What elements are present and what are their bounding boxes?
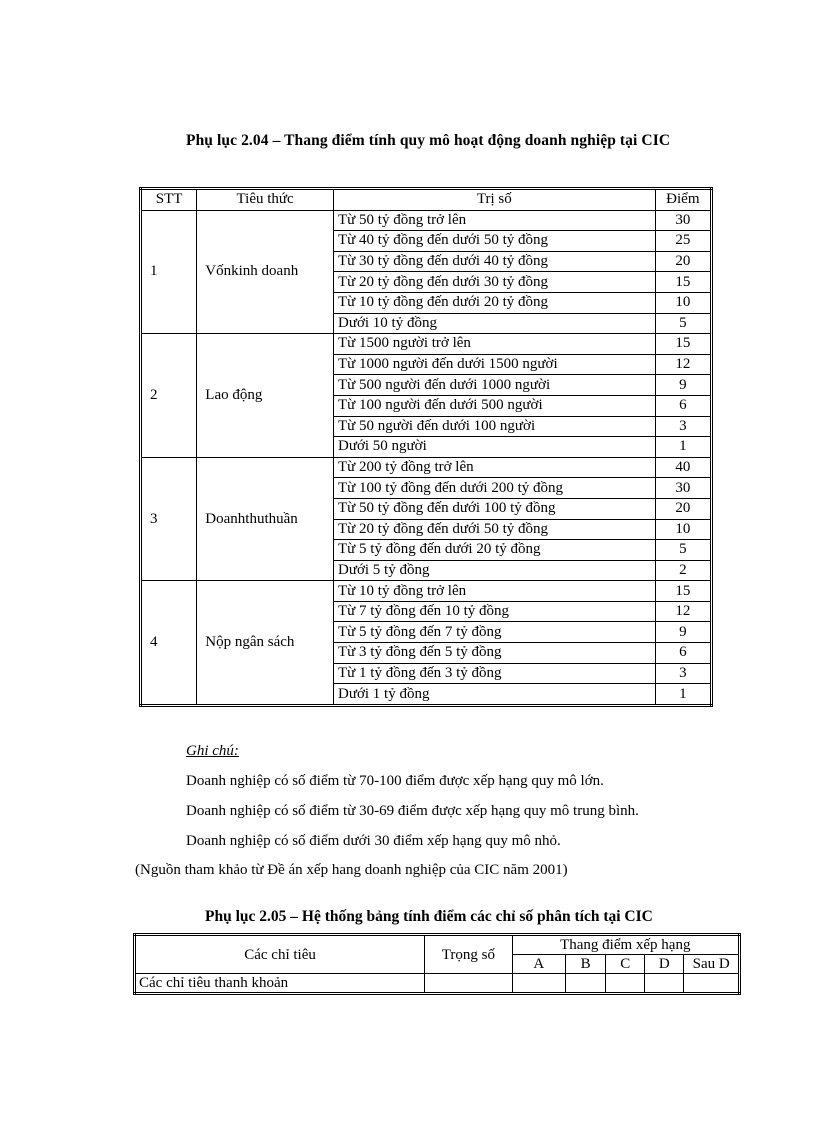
row-value-range: Từ 50 tỷ đồng trở lên: [333, 210, 655, 231]
table-row: [141, 581, 712, 602]
row-score: 1: [655, 684, 711, 706]
empty-cell: [684, 974, 740, 994]
header-weight: Trọng số: [425, 935, 512, 974]
row-stt: 4: [141, 581, 197, 706]
row-value-range: Từ 10 tỷ đồng đến dưới 20 tỷ đồng: [333, 292, 655, 313]
table-header-row: [141, 189, 712, 211]
source-note: (Nguồn tham khảo từ Đề án xếp hang doanh nghiệp của CIC năm 2001): [135, 862, 568, 878]
row-value-range: Dưới 5 tỷ đồng: [333, 560, 655, 581]
row-value-range: Từ 1000 người đến dưới 1500 người: [333, 354, 655, 375]
row-score: 9: [655, 375, 711, 396]
row-score: 30: [655, 210, 711, 231]
liquidity-indicators-label: Các chỉ tiêu thanh khoản: [135, 974, 425, 994]
row-score: 2: [655, 560, 711, 581]
row-criterion: Lao động: [197, 334, 334, 458]
table-row: [141, 210, 712, 231]
row-score: 6: [655, 395, 711, 416]
row-score: 15: [655, 581, 711, 602]
indicator-score-table: [133, 933, 741, 995]
row-value-range: Từ 50 tỷ đồng đến dưới 100 tỷ đồng: [333, 498, 655, 519]
header-stt: STT: [141, 189, 197, 211]
row-score: 12: [655, 601, 711, 622]
row-value-range: Từ 10 tỷ đồng trở lên: [333, 581, 655, 602]
row-score: 10: [655, 292, 711, 313]
row-score: 20: [655, 498, 711, 519]
row-value-range: Từ 200 tỷ đồng trở lên: [333, 457, 655, 478]
row-value-range: Dưới 50 người: [333, 437, 655, 458]
header-indicators: Các chỉ tiêu: [135, 935, 425, 974]
row-stt: 1: [141, 210, 197, 334]
header-rating-scale: Thang điểm xếp hạng: [512, 935, 739, 955]
row-value-range: Dưới 10 tỷ đồng: [333, 313, 655, 334]
row-value-range: Từ 3 tỷ đồng đến 5 tỷ đồng: [333, 643, 655, 664]
empty-cell: [566, 974, 606, 994]
row-value-range: Từ 50 người đến dưới 100 người: [333, 416, 655, 437]
grade-a: A: [512, 955, 566, 974]
row-score: 1: [655, 437, 711, 458]
header-score: Điểm: [655, 189, 711, 211]
table-row: [135, 974, 740, 994]
row-score: 6: [655, 643, 711, 664]
notes-heading: Ghi chú:: [186, 743, 239, 759]
row-value-range: Từ 40 tỷ đồng đến dưới 50 tỷ đồng: [333, 231, 655, 252]
row-score: 5: [655, 313, 711, 334]
row-stt: 2: [141, 334, 197, 458]
row-score: 40: [655, 457, 711, 478]
table-row: [141, 457, 712, 478]
row-score: 5: [655, 540, 711, 561]
note-line: Doanh nghiệp có số điểm từ 70-100 điểm được xếp hạng quy mô lớn.: [186, 773, 604, 789]
row-value-range: Từ 30 tỷ đồng đến dưới 40 tỷ đồng: [333, 251, 655, 272]
row-score: 30: [655, 478, 711, 499]
row-criterion: Vốnkinh doanh: [197, 210, 334, 334]
empty-cell: [512, 974, 566, 994]
row-value-range: Dưới 1 tỷ đồng: [333, 684, 655, 706]
row-value-range: Từ 100 tỷ đồng đến dưới 200 tỷ đồng: [333, 478, 655, 499]
note-line: Doanh nghiệp có số điểm từ 30-69 điểm được xếp hạng quy mô trung bình.: [186, 803, 639, 819]
header-criterion: Tiêu thức: [197, 189, 334, 211]
row-score: 10: [655, 519, 711, 540]
row-value-range: Từ 20 tỷ đồng đến dưới 30 tỷ đồng: [333, 272, 655, 293]
row-value-range: Từ 1500 người trở lên: [333, 334, 655, 355]
appendix-204-title: Phụ lục 2.04 – Thang điểm tính quy mô hoạt động doanh nghiệp tại CIC: [186, 132, 671, 149]
appendix-205-title: Phụ lục 2.05 – Hệ thống bảng tính điểm các chỉ số phân tích tại CIC: [205, 908, 653, 925]
row-score: 15: [655, 334, 711, 355]
scale-score-body: [141, 210, 712, 705]
row-score: 3: [655, 416, 711, 437]
note-line: Doanh nghiệp có số điểm dưới 30 điểm xếp hạng quy mô nhỏ.: [186, 833, 561, 849]
grade-d: D: [645, 955, 684, 974]
row-value-range: Từ 1 tỷ đồng đến 3 tỷ đồng: [333, 663, 655, 684]
table-row: [141, 334, 712, 355]
empty-cell: [606, 974, 645, 994]
grade-below-d: Sau D: [684, 955, 740, 974]
row-score: 3: [655, 663, 711, 684]
row-stt: 3: [141, 457, 197, 581]
row-value-range: Từ 7 tỷ đồng đến 10 tỷ đồng: [333, 601, 655, 622]
row-score: 20: [655, 251, 711, 272]
row-criterion: Nộp ngân sách: [197, 581, 334, 706]
row-value-range: Từ 500 người đến dưới 1000 người: [333, 375, 655, 396]
row-score: 9: [655, 622, 711, 643]
row-score: 12: [655, 354, 711, 375]
row-value-range: Từ 5 tỷ đồng đến 7 tỷ đồng: [333, 622, 655, 643]
empty-cell: [645, 974, 684, 994]
row-score: 25: [655, 231, 711, 252]
grade-b: B: [566, 955, 606, 974]
header-value: Trị số: [333, 189, 655, 211]
scale-score-table: [139, 187, 713, 707]
grade-c: C: [606, 955, 645, 974]
row-score: 15: [655, 272, 711, 293]
row-value-range: Từ 5 tỷ đồng đến dưới 20 tỷ đồng: [333, 540, 655, 561]
row-value-range: Từ 20 tỷ đồng đến dưới 50 tỷ đồng: [333, 519, 655, 540]
empty-cell: [425, 974, 512, 994]
row-value-range: Từ 100 người đến dưới 500 người: [333, 395, 655, 416]
row-criterion: Doanhthuthuần: [197, 457, 334, 581]
